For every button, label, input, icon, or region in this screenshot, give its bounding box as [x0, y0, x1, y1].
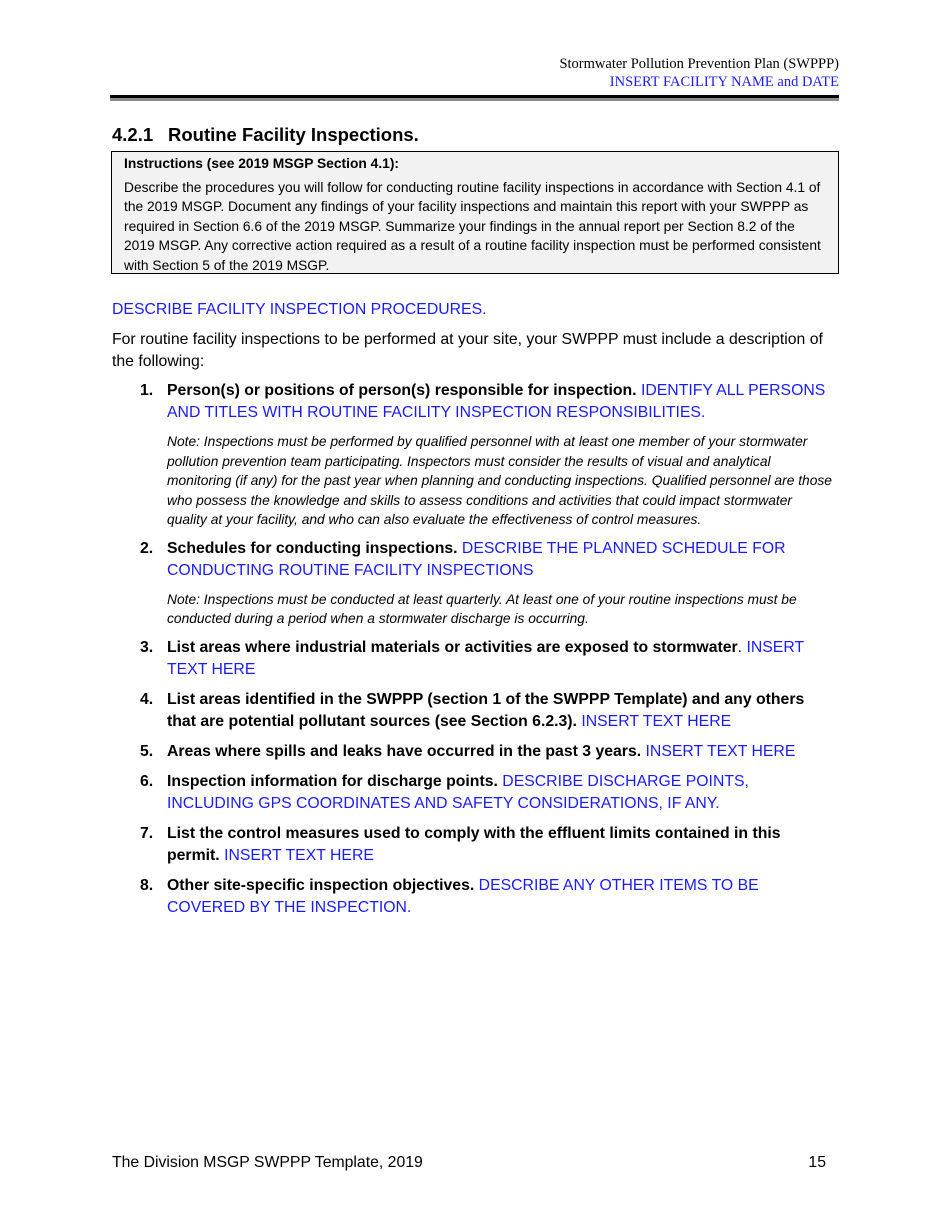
item-number: 5. — [140, 742, 154, 760]
item-number: 7. — [140, 824, 154, 842]
item-lead: List areas where industrial materials or activities are exposed to stormwater — [167, 638, 738, 656]
item-note: Note: Inspections must be performed by qualified personnel with at least one member of your stormwater pollution prevention team participating. Inspectors must consider the results of visual and analytical monitoring (if any) for the past year when planning and conducting inspections. Qualified personnel are those who possess the knowledge and skills to assess conditions and activities that could impact stormwater quality at your facility, and who can also evaluate the effectiveness of control measures. — [167, 434, 832, 527]
list-item — [112, 823, 834, 867]
item-placeholder: INSERT TEXT HERE — [224, 846, 374, 864]
requirements-list — [112, 380, 834, 927]
list-item — [112, 380, 834, 530]
footer-title: The Division MSGP SWPPP Template, 2019 — [112, 1154, 423, 1171]
list-item — [112, 741, 834, 763]
item-text — [167, 538, 834, 582]
item-number: 4. — [140, 690, 154, 708]
item-number: 8. — [140, 876, 154, 894]
item-placeholder: IDENTIFY ALL PERSONS AND TITLES WITH ROUTINE FACILITY INSPECTION RESPONSIBILITIES. — [167, 382, 826, 421]
item-text — [167, 771, 834, 815]
item-text — [167, 875, 834, 919]
item-lead: Person(s) or positions of person(s) responsible for inspection. — [167, 382, 637, 399]
page-header — [110, 55, 839, 91]
item-punct: . — [737, 638, 743, 656]
list-item — [112, 689, 834, 733]
item-lead: Areas where spills and leaks have occurred in the past 3 years. — [167, 742, 642, 760]
item-note: Note: Inspections must be conducted at least quarterly. At least one of your routine inspections must be conducted during a period when a stormwater discharge is occurring. — [167, 591, 797, 626]
item-lead: List areas identified in the SWPPP (section 1 of the SWPPP Template) and any others that are potential pollutant sources (see Section 6.2.3). — [167, 690, 805, 730]
header-rule-shadow — [110, 98, 839, 101]
list-item — [112, 637, 834, 681]
item-placeholder: INSERT TEXT HERE — [581, 712, 732, 730]
item-number: 2. — [140, 539, 154, 557]
instructions-title: Instructions (see 2019 MSGP Section 4.1): — [124, 156, 400, 171]
item-lead: List the control measures used to comply with the effluent limits contained in this permit. — [167, 824, 781, 864]
item-text — [167, 823, 834, 867]
item-text — [167, 380, 834, 424]
item-lead: Other site-specific inspection objectives. — [167, 876, 475, 894]
item-number: 6. — [140, 772, 154, 790]
item-text — [167, 637, 834, 681]
item-placeholder: INSERT TEXT HERE — [645, 742, 796, 760]
section-heading — [112, 124, 419, 146]
instructions-box — [111, 151, 839, 274]
item-lead: Inspection information for discharge points. — [167, 772, 498, 790]
intro-paragraph: For routine facility inspections to be performed at your site, your SWPPP must include a description of the following: — [112, 331, 823, 370]
item-placeholder: DESCRIBE DISCHARGE POINTS, INCLUDING GPS COORDINATES AND SAFETY CONSIDERATIONS, IF ANY. — [167, 772, 749, 812]
item-text — [167, 741, 834, 763]
list-item — [112, 771, 834, 815]
section-number: 4.2.1 — [112, 124, 154, 145]
item-number: 1. — [140, 382, 154, 399]
instructions-body: Describe the procedures you will follow for conducting routine facility inspections in accordance with Section 4.1 of the 2019 MSGP. Document any findings of your facility inspections and maintain this report with your SWPPP as required in Section 6.6 of the 2019 MSGP. Summarize your findings in the annual report per Section 8.2 of the 2019 MSGP. Any corrective action required as a result of a routine facility inspection must be performed consistent with Section 5 of the 2019 MSGP. — [124, 179, 821, 273]
item-placeholder: INSERT TEXT HERE — [167, 638, 804, 678]
header-facility-placeholder: INSERT FACILITY NAME and DATE — [609, 74, 839, 90]
list-item — [112, 538, 834, 629]
item-placeholder: DESCRIBE ANY OTHER ITEMS TO BE COVERED BY THE INSPECTION. — [167, 876, 759, 916]
item-number: 3. — [140, 638, 154, 656]
item-lead: Schedules for conducting inspections. — [167, 539, 458, 557]
item-text — [167, 689, 834, 733]
list-item — [112, 875, 834, 919]
page-footer — [112, 1152, 826, 1174]
page-number: 15 — [808, 1154, 826, 1171]
header-title: Stormwater Pollution Prevention Plan (SWPPP) — [559, 56, 839, 72]
item-placeholder: DESCRIBE THE PLANNED SCHEDULE FOR CONDUCTING ROUTINE FACILITY INSPECTIONS — [167, 539, 786, 579]
describe-placeholder: DESCRIBE FACILITY INSPECTION PROCEDURES. — [112, 301, 487, 318]
section-title-text: Routine Facility Inspections. — [168, 124, 419, 145]
